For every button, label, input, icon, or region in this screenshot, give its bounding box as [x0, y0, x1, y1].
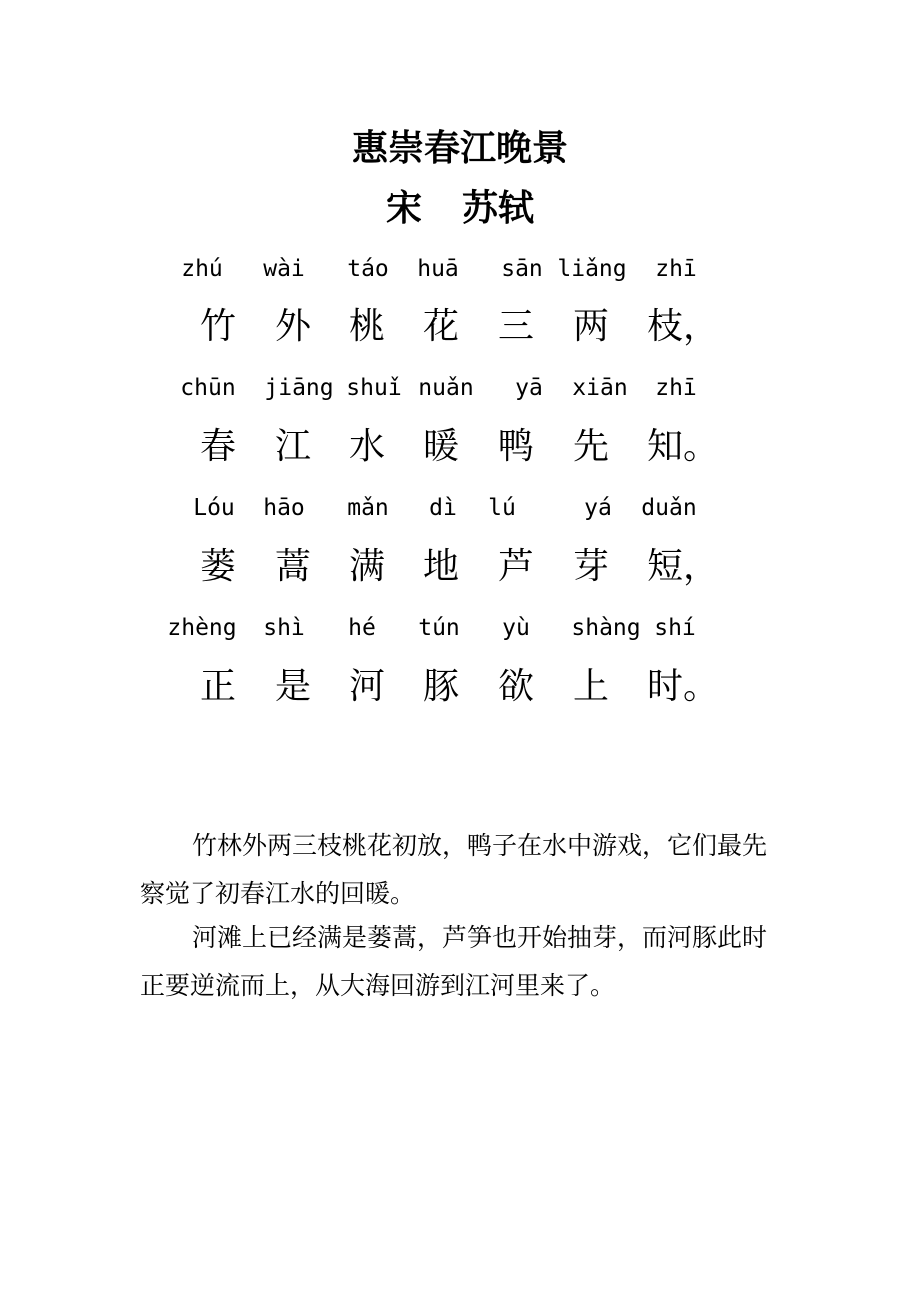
- hanzi-char: 水: [348, 426, 386, 467]
- pinyin-syllable: wài: [263, 256, 305, 282]
- pinyin-syllable: zhèng: [167, 615, 237, 641]
- hanzi-row-4: [0, 667, 920, 707]
- hanzi-char: 江: [274, 426, 312, 467]
- hanzi-char: 桃: [348, 306, 386, 347]
- hanzi-char: 欲: [497, 666, 535, 707]
- poem-dynasty: 宋: [385, 187, 422, 229]
- pinyin-syllable: xiān: [572, 375, 628, 401]
- hanzi-char: 先: [572, 426, 610, 467]
- hanzi-char: 暖: [422, 426, 460, 467]
- pinyin-row-3: [0, 494, 920, 534]
- pinyin-syllable: jiāng: [264, 375, 334, 401]
- pinyin-syllable: yá: [584, 495, 612, 521]
- hanzi-row-3: [0, 547, 920, 587]
- hanzi-char: 花: [422, 306, 460, 347]
- pinyin-syllable: duǎn: [641, 495, 697, 521]
- poem-author-line: [0, 187, 920, 229]
- pinyin-syllable: shuǐ: [346, 375, 402, 401]
- pinyin-syllable: yù: [502, 615, 530, 641]
- pinyin-syllable: hāo: [263, 495, 305, 521]
- pinyin-syllable: zhú: [181, 256, 223, 282]
- hanzi-row-1: [0, 307, 920, 347]
- poem-author: 苏轼: [462, 187, 535, 229]
- hanzi-char: 河: [348, 666, 386, 707]
- hanzi-char: 两: [572, 306, 610, 347]
- hanzi-char: 竹: [199, 306, 237, 347]
- hanzi-char: 蒿: [274, 546, 312, 587]
- pinyin-syllable: dì: [429, 495, 457, 521]
- pinyin-row-4: [0, 614, 920, 654]
- hanzi-char: 豚: [422, 666, 460, 707]
- pinyin-syllable: Lóu: [193, 495, 235, 521]
- hanzi-char: 芽: [572, 546, 610, 587]
- pinyin-row-1: [0, 255, 920, 295]
- pinyin-syllable: chūn: [180, 375, 236, 401]
- pinyin-syllable: liǎng: [557, 256, 627, 282]
- hanzi-char: 芦: [497, 546, 535, 587]
- hanzi-char: 满: [348, 546, 386, 587]
- pinyin-syllable: lú: [488, 495, 516, 521]
- pinyin-syllable: yā: [515, 375, 543, 401]
- hanzi-char: 正: [199, 666, 237, 707]
- pinyin-syllable: tún: [418, 615, 460, 641]
- hanzi-char: 时。: [646, 666, 720, 707]
- translation-paragraph-2: 河滩上已经满是蒌蒿，芦笋也开始抽芽，而河豚此时正要逆流而上，从大海回游到江河里来了。: [140, 923, 768, 1000]
- hanzi-char: 三: [497, 306, 535, 347]
- hanzi-char: 上: [572, 666, 610, 707]
- hanzi-char: 鸭: [497, 426, 535, 467]
- pinyin-syllable: shàng: [571, 615, 641, 641]
- pinyin-syllable: hé: [348, 615, 376, 641]
- pinyin-syllable: sān: [501, 256, 543, 282]
- pinyin-row-2: [0, 374, 920, 414]
- pinyin-syllable: shí: [654, 615, 696, 641]
- pinyin-syllable: nuǎn: [418, 375, 474, 401]
- hanzi-char: 短，: [646, 546, 720, 587]
- hanzi-char: 知。: [646, 426, 720, 467]
- hanzi-char: 春: [199, 426, 237, 467]
- pinyin-syllable: mǎn: [347, 495, 389, 521]
- hanzi-row-2: [0, 427, 920, 467]
- pinyin-syllable: zhī: [655, 375, 697, 401]
- hanzi-char: 外: [274, 306, 312, 347]
- hanzi-char: 枝，: [646, 306, 720, 347]
- pinyin-syllable: huā: [417, 256, 459, 282]
- pinyin-syllable: táo: [347, 256, 389, 282]
- poem-title: 惠崇春江晚景: [351, 127, 568, 169]
- hanzi-char: 是: [274, 666, 312, 707]
- pinyin-syllable: zhī: [655, 256, 697, 282]
- pinyin-syllable: shì: [263, 615, 305, 641]
- hanzi-char: 蒌: [199, 546, 237, 587]
- hanzi-char: 地: [422, 546, 460, 587]
- translation-paragraph-1: 竹林外两三枝桃花初放，鸭子在水中游戏，它们最先察觉了初春江水的回暖。: [140, 831, 768, 908]
